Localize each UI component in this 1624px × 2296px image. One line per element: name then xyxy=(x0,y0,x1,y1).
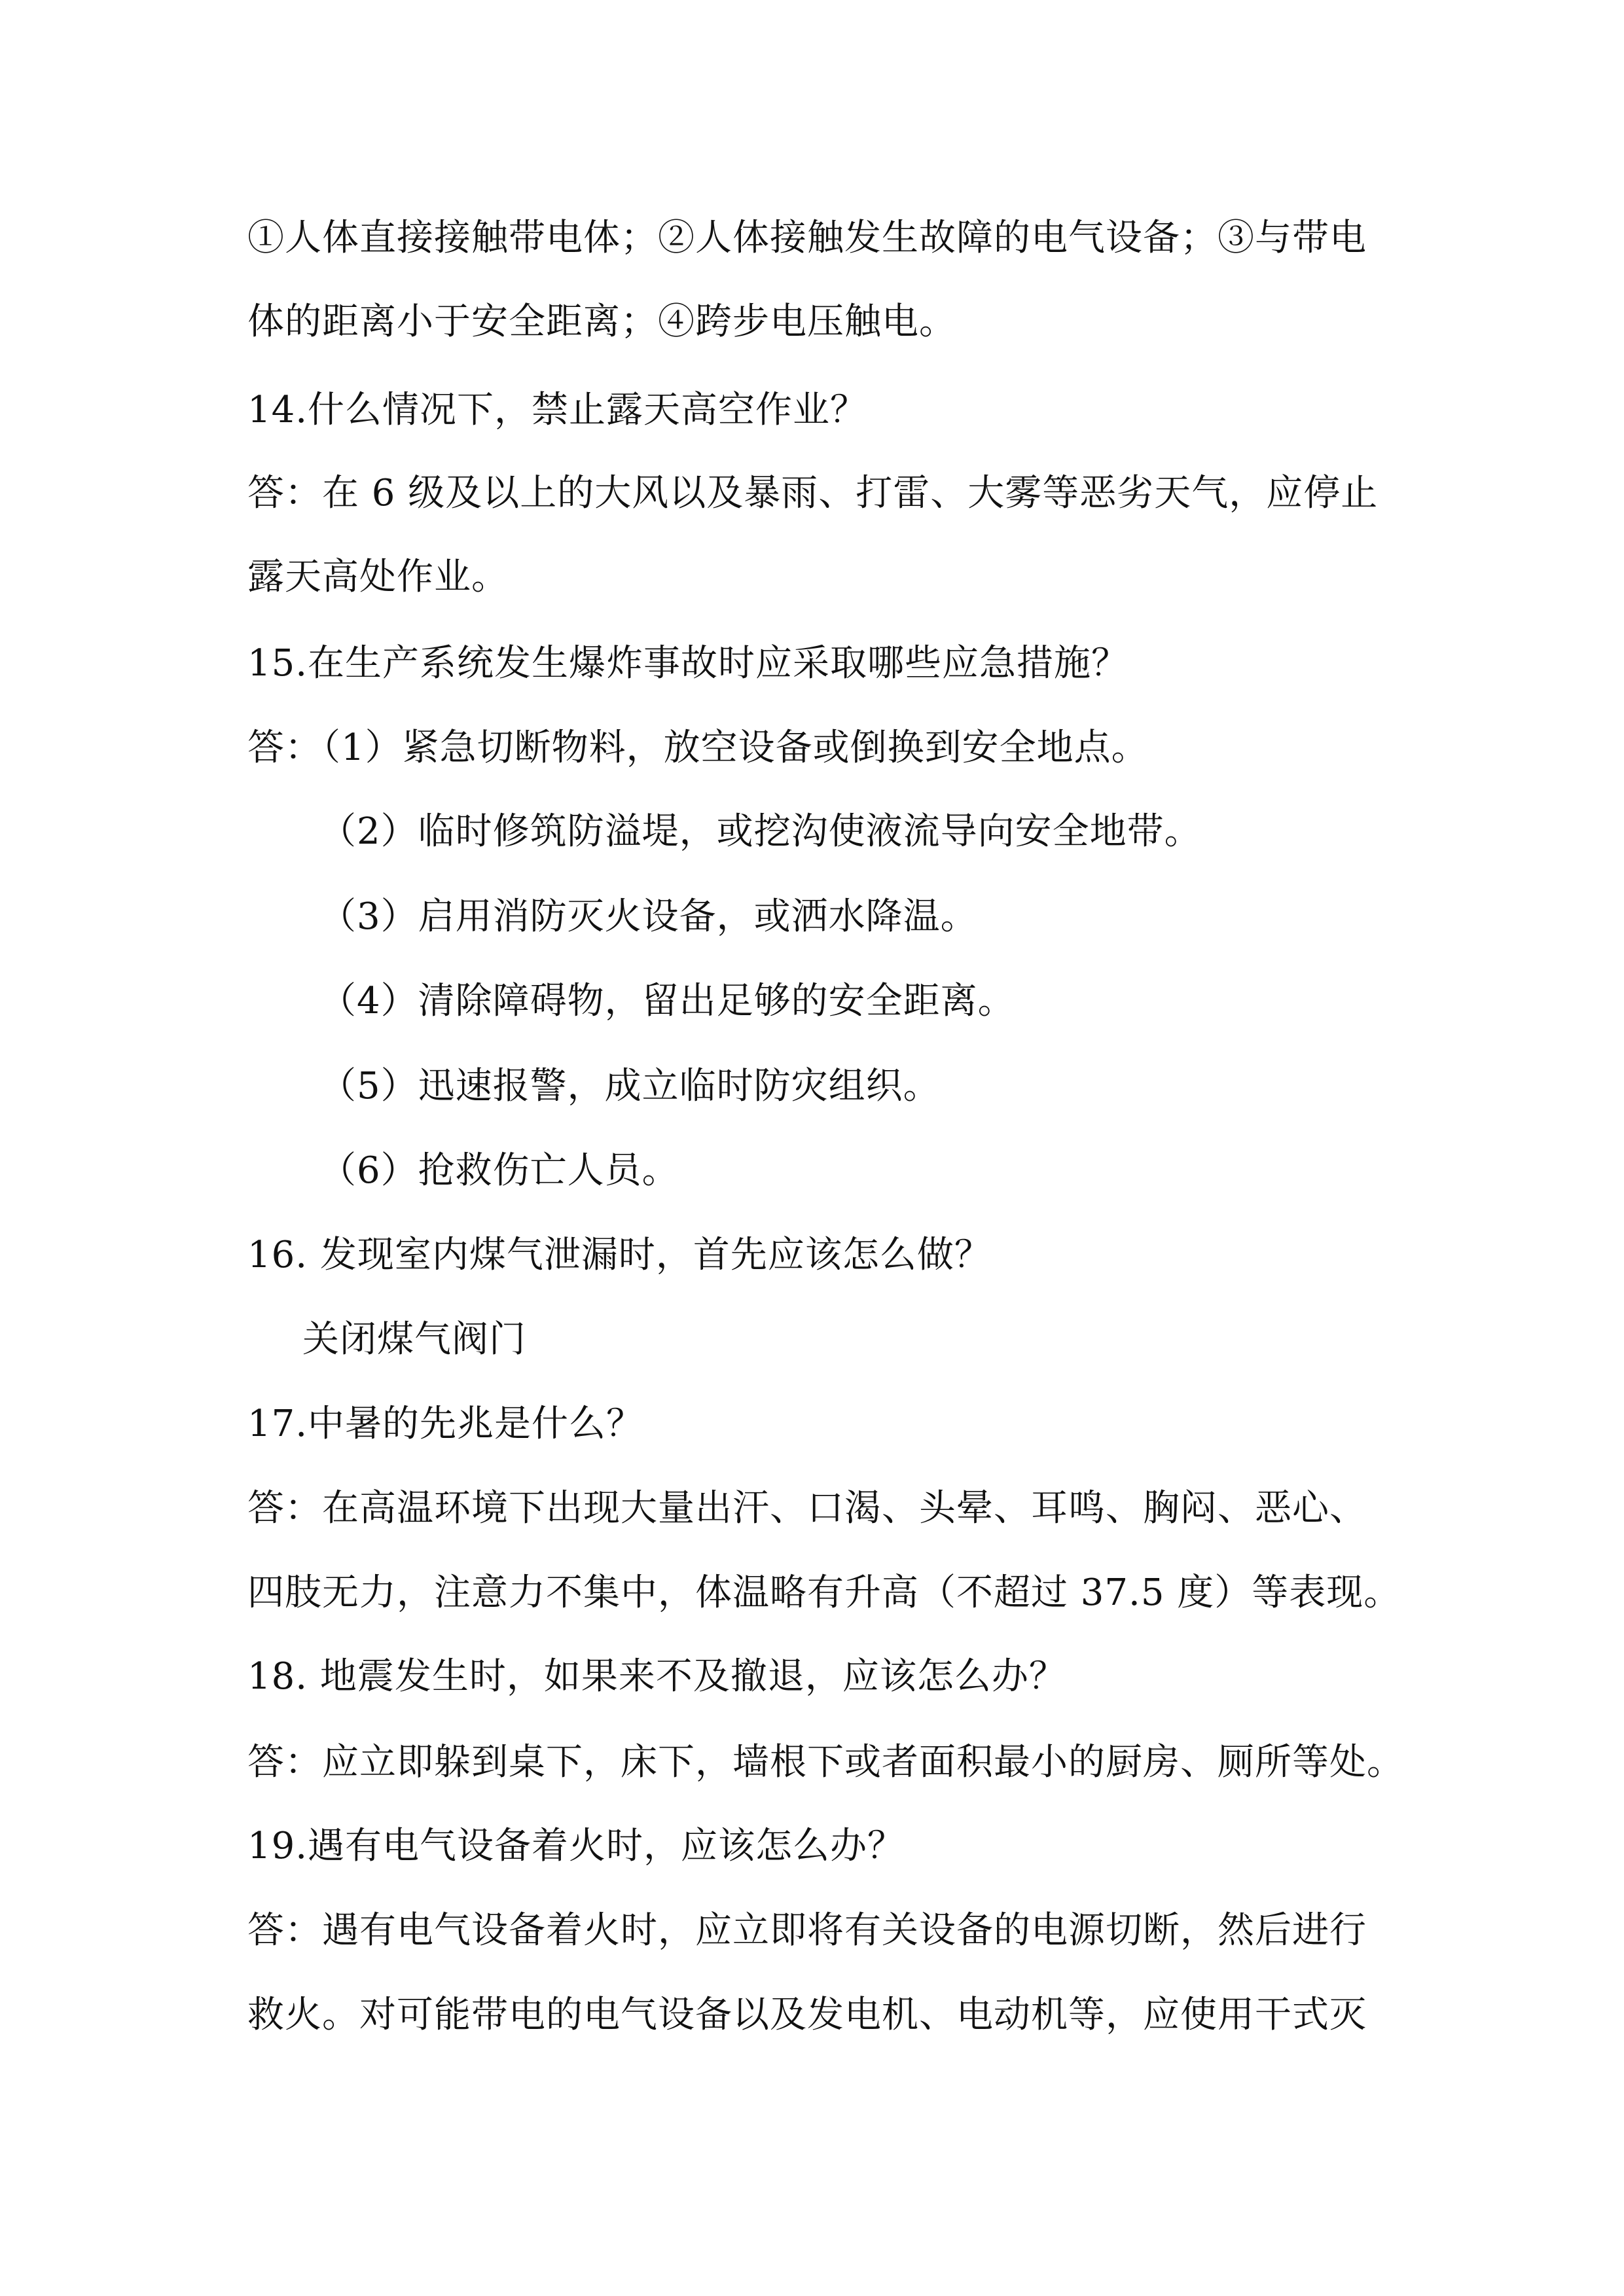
answer-15-item-2: （2）临时修筑防溢堤，或挖沟使液流导向安全地带。 xyxy=(319,810,1202,853)
answer-17-line-1: 答：在高温环境下出现大量出汗、口渴、头晕、耳鸣、胸闷、恶心、 xyxy=(247,1487,1367,1530)
question-17: 17.中暑的先兆是什么？ xyxy=(247,1403,644,1445)
answer-15-item-4: （4）清除障碍物，留出足够的安全距离。 xyxy=(319,980,1015,1022)
answer-19-line-1: 答：遇有电气设备着火时，应立即将有关设备的电源切断，然后进行 xyxy=(247,1909,1367,1952)
question-18: 18. 地震发生时，如果来不及撤退，应该怎么办？ xyxy=(247,1655,1066,1698)
answer-18: 答：应立即躲到桌下，床下，墙根下或者面积最小的厨房、厕所等处。 xyxy=(247,1741,1404,1784)
question-19: 19.遇有电气设备着火时，应该怎么办？ xyxy=(247,1825,905,1867)
answer-15-item-6: （6）抢救伤亡人员。 xyxy=(319,1149,679,1192)
answer-16: 关闭煤气阀门 xyxy=(302,1318,526,1361)
answer-17-line-2: 四肢无力，注意力不集中，体温略有升高（不超过 37.5 度）等表现。 xyxy=(247,1571,1401,1614)
answer-15-item-5: （5）迅速报警，成立临时防灾组织。 xyxy=(319,1065,941,1107)
answer-14-line-2: 露天高处作业。 xyxy=(247,556,509,598)
answer-15-item-1: 答：（1）紧急切断物料，放空设备或倒换到安全地点。 xyxy=(247,726,1149,769)
question-16: 16. 发现室内煤气泄漏时，首先应该怎么做？ xyxy=(247,1234,992,1276)
text-line: ①人体直接接触带电体；②人体接触发生故障的电气设备；③与带电 xyxy=(247,217,1367,259)
question-15: 15.在生产系统发生爆炸事故时应采取哪些应急措施？ xyxy=(247,642,1129,685)
question-14: 14.什么情况下，禁止露天高空作业？ xyxy=(247,389,868,431)
answer-15-item-3: （3）启用消防灭火设备，或洒水降温。 xyxy=(319,895,978,938)
answer-19-line-2: 救火。对可能带电的电气设备以及发电机、电动机等，应使用干式灭 xyxy=(247,1994,1367,2036)
answer-14-line-1: 答：在 6 级及以上的大风以及暴雨、打雷、大雾等恶劣天气，应停止 xyxy=(247,472,1379,514)
text-line: 体的距离小于安全距离；④跨步电压触电。 xyxy=(247,300,956,343)
